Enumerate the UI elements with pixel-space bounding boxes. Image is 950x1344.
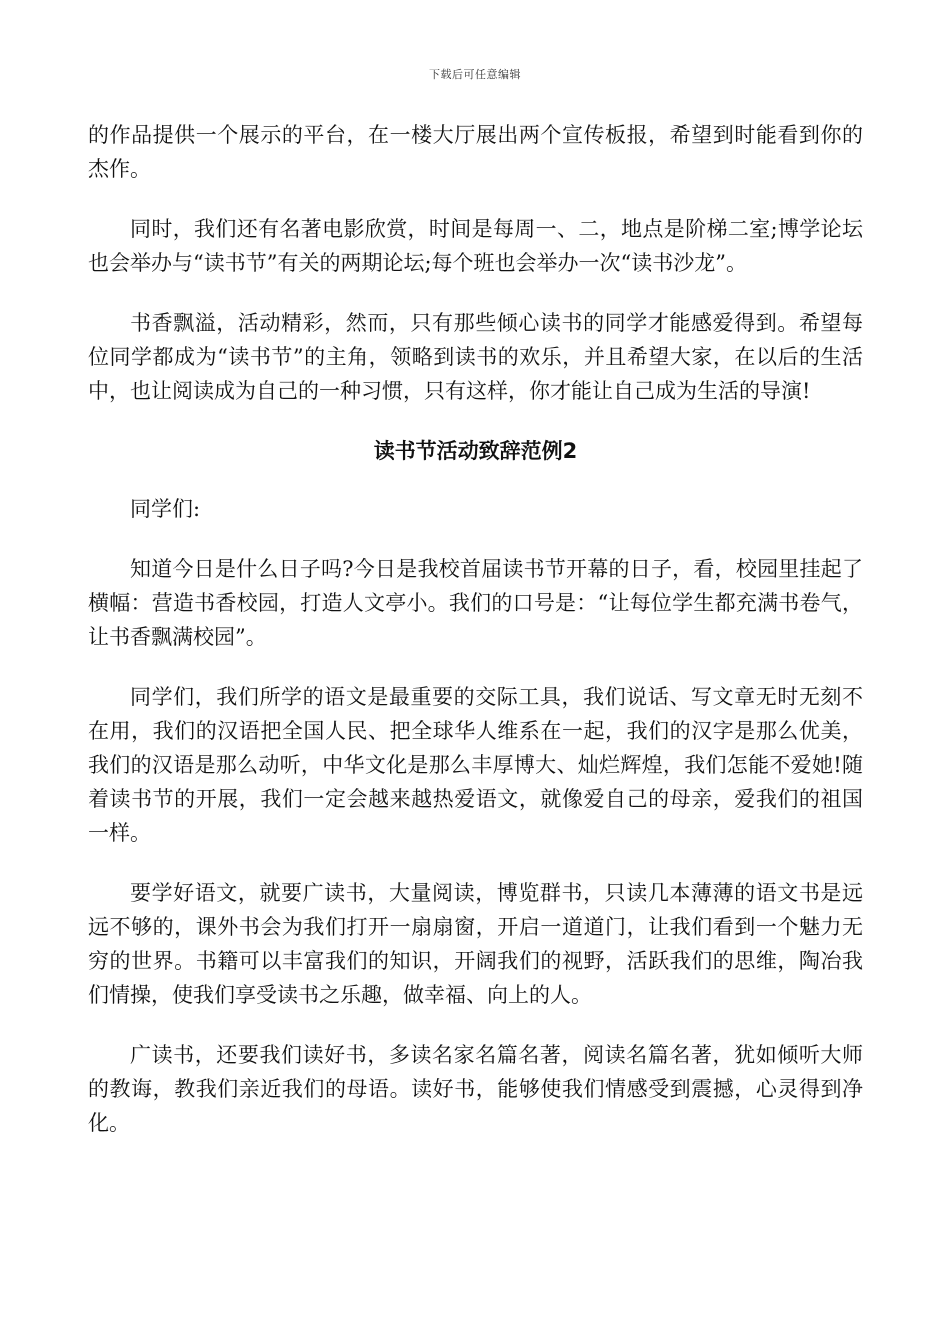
document-body bbox=[88, 118, 863, 1166]
header-note: 下载后可任意编辑 bbox=[429, 68, 521, 81]
paragraph: 知道今日是什么日子吗?今日是我校首届读书节开幕的日子，看，校园里挂起了横幅：营造书香校园，打造人文亭小。我们的口号是：“让每位学生都充满书卷气，让书香飘满校园”。 bbox=[88, 557, 863, 649]
paragraph: 广读书，还要我们读好书，多读名家名篇名著，阅读名篇名著，犹如倾听大师的教诲，教我们亲近我们的母语。读好书，能够使我们情感受到震撼，心灵得到净化。 bbox=[88, 1043, 863, 1135]
paragraph: 的作品提供一个展示的平台，在一楼大厅展出两个宣传板报，希望到时能看到你的杰作。 bbox=[88, 123, 863, 181]
section-title: 读书节活动致辞范例2 bbox=[373, 439, 578, 463]
paragraph: 书香飘溢，活动精彩，然而，只有那些倾心读书的同学才能感爱得到。希望每位同学都成为“读书节”的主角，领略到读书的欢乐，并且希望大家，在以后的生活中，也让阅读成为自己的一种习惯，只有这样，你才能让自己成为生活的导演! bbox=[88, 311, 863, 403]
paragraph: 同时，我们还有名著电影欣赏，时间是每周一、二，地点是阶梯二室;博学论坛也会举办与“读书节”有关的两期论坛;每个班也会举办一次“读书沙龙”。 bbox=[88, 217, 863, 275]
paragraph: 同学们: bbox=[130, 497, 201, 521]
paragraph: 同学们，我们所学的语文是最重要的交际工具，我们说话、写文章无时无刻不在用，我们的汉语把全国人民、把全球华人维系在一起，我们的汉字是那么优美，我们的汉语是那么动听，中华文化是那么丰厚博大、灿烂辉煌，我们怎能不爱她!随着读书节的开展，我们一定会越来越热爱语文，就像爱自己的母亲，爱我们的祖国一样。 bbox=[88, 685, 863, 845]
paragraph: 要学好语文，就要广读书，大量阅读，博览群书，只读几本薄薄的语文书是远远不够的，课外书会为我们打开一扇扇窗，开启一道道门，让我们看到一个魅力无穷的世界。书籍可以丰富我们的知识，开阔我们的视野，活跃我们的思维，陶冶我们情操，使我们享受读书之乐趣，做幸福、向上的人。 bbox=[88, 881, 863, 1007]
